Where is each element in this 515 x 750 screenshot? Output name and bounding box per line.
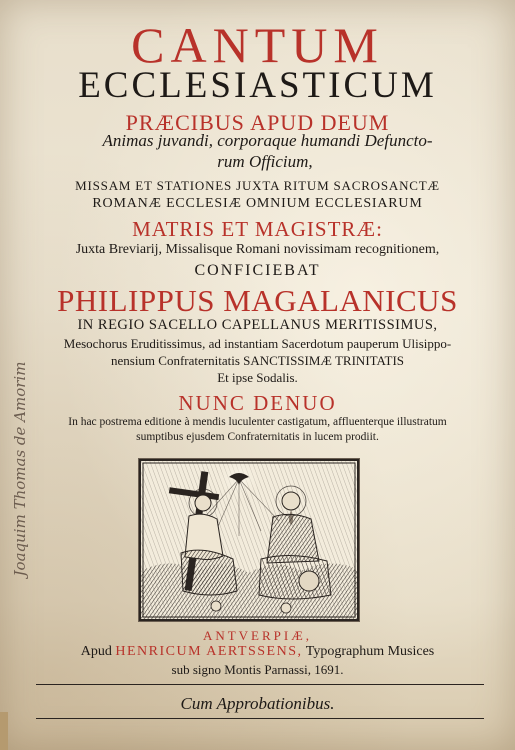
imprint-printer: HENRICUM AERTSSENS,: [115, 644, 303, 659]
title-matris: MATRIS ET MAGISTRÆ:: [132, 217, 383, 241]
imprint-printer-line: [0, 644, 515, 660]
title-cantum: CANTUM: [131, 17, 384, 73]
title-ecclesiasticum: ECCLESIASTICUM: [78, 65, 437, 106]
edition-line-2: sumptibus ejusdem Confraternitatis in lucem prodiit.: [136, 431, 379, 443]
rule-bottom: [36, 718, 484, 719]
title-conficiebat: CONFICIEBAT: [194, 262, 321, 279]
subtitle-animas: Animas juvandi, corporaque humandi Defuncto-: [102, 131, 433, 150]
author-confraternitatis: nensium Confraternitatis SANCTISSIMÆ TRINITATIS: [110, 353, 404, 368]
binding-tab: [0, 712, 8, 750]
rule-top: [36, 684, 484, 685]
imprint-sign: sub signo Montis Parnassi, 1691.: [171, 662, 344, 677]
title-romanae: ROMANÆ ECCLESIÆ OMNIUM ECCLESIARUM: [92, 196, 423, 211]
imprint-apud: Apud: [80, 644, 112, 659]
title-missam: MISSAM ET STATIONES JUXTA RITUM SACROSANCTÆ: [75, 178, 440, 193]
title-praecibus: PRÆCIBUS APUD DEUM: [125, 110, 390, 135]
edition-line-1: In hac postrema editione à mendis luculenter castigatum, affluenterque illustratum: [68, 416, 447, 428]
title-juxta: Juxta Breviarij, Missalisque Romani novissimam recognitionem,: [75, 242, 440, 257]
author-sodalis: Et ipse Sodalis.: [217, 370, 298, 385]
subtitle-officium: rum Officium,: [217, 152, 313, 171]
author-name: PHILIPPUS MAGALANICUS: [57, 283, 458, 318]
imprint-city: ANTVERPIÆ,: [202, 628, 313, 643]
trinity-engraving: [139, 459, 359, 621]
imprint-role: Typographum Musices: [305, 644, 435, 659]
approbation: Cum Approbationibus.: [180, 694, 335, 713]
author-title: IN REGIO SACELLO CAPELLANUS MERITISSIMUS,: [77, 317, 438, 333]
owner-signature: Joaquim Thomas de Amorim: [11, 361, 29, 577]
edition-heading: NUNC DENUO: [178, 391, 337, 415]
author-mesochorus: Mesochorus Eruditissimus, ad instantiam Sacerdotum pauperum Ulisippo-: [63, 336, 452, 351]
